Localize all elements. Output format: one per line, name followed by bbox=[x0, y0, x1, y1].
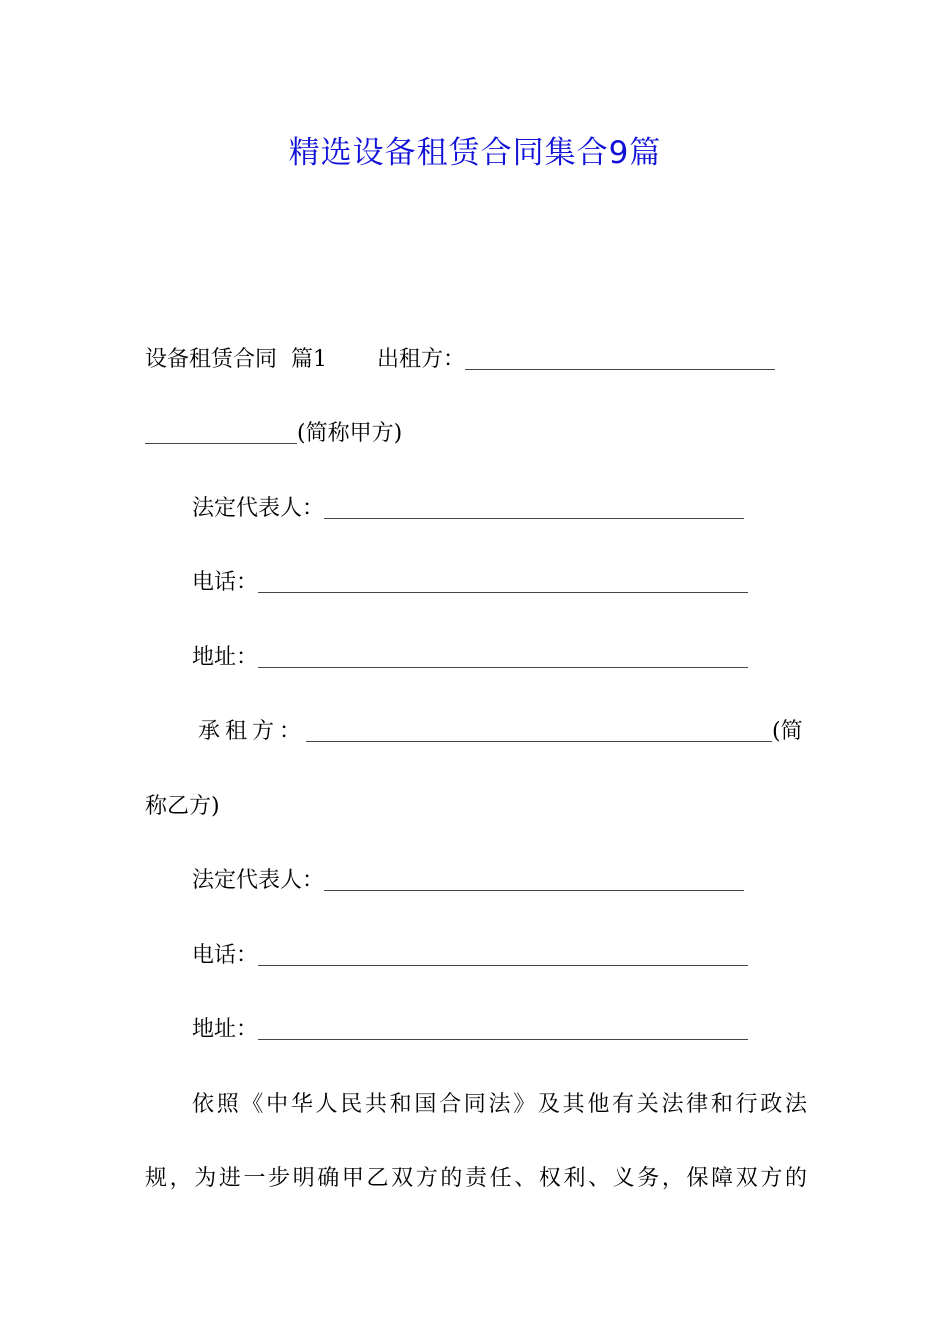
lessee-legal-rep-line bbox=[192, 861, 744, 901]
lessor-legal-rep-blank bbox=[324, 489, 744, 519]
lessee-legal-rep-blank bbox=[324, 861, 744, 891]
lessee-header-line bbox=[198, 712, 803, 752]
lessor-phone-line bbox=[192, 563, 748, 603]
lessor-phone-blank bbox=[258, 563, 748, 593]
lessor-name-blank-cont bbox=[145, 414, 297, 444]
lessee-short-name-end: 称乙方) bbox=[145, 794, 220, 819]
lessor-shortname-line bbox=[145, 414, 402, 454]
lessor-short-name: (简称甲方) bbox=[297, 421, 403, 446]
lessor-phone-label: 电话： bbox=[192, 570, 259, 595]
lessee-short-name-start: (简 bbox=[772, 719, 803, 744]
lessor-label: 出租方： bbox=[376, 347, 465, 372]
body-paragraph-line-2: 规，为进一步明确甲乙双方的责任、权利、义务，保障双方的 bbox=[145, 1166, 807, 1191]
lessee-phone-label: 电话： bbox=[192, 943, 259, 968]
body-paragraph-line-1: 依照《中华人民共和国合同法》及其他有关法律和行政法 bbox=[192, 1092, 807, 1117]
lessee-phone-blank bbox=[258, 936, 748, 966]
lessee-shortname-line bbox=[145, 787, 220, 827]
lessee-label: 承租方： bbox=[198, 719, 307, 744]
lessor-name-blank bbox=[465, 340, 775, 370]
lessee-name-blank bbox=[306, 712, 772, 742]
lessor-address-line bbox=[192, 638, 748, 678]
section-heading: 设备租赁合同 篇1 bbox=[145, 347, 327, 372]
lessee-address-label: 地址： bbox=[192, 1017, 259, 1042]
lessor-address-blank bbox=[258, 638, 748, 668]
lessor-legal-rep-line bbox=[192, 489, 744, 529]
lessee-legal-rep-label: 法定代表人： bbox=[192, 868, 325, 893]
lessor-legal-rep-label: 法定代表人： bbox=[192, 496, 325, 521]
lessee-address-blank bbox=[258, 1010, 748, 1040]
document-title: 精选设备租赁合同集合9篇 bbox=[288, 135, 662, 171]
lessor-header-line bbox=[145, 340, 775, 380]
lessee-phone-line bbox=[192, 936, 748, 976]
lessee-address-line bbox=[192, 1010, 748, 1050]
lessor-address-label: 地址： bbox=[192, 645, 259, 670]
